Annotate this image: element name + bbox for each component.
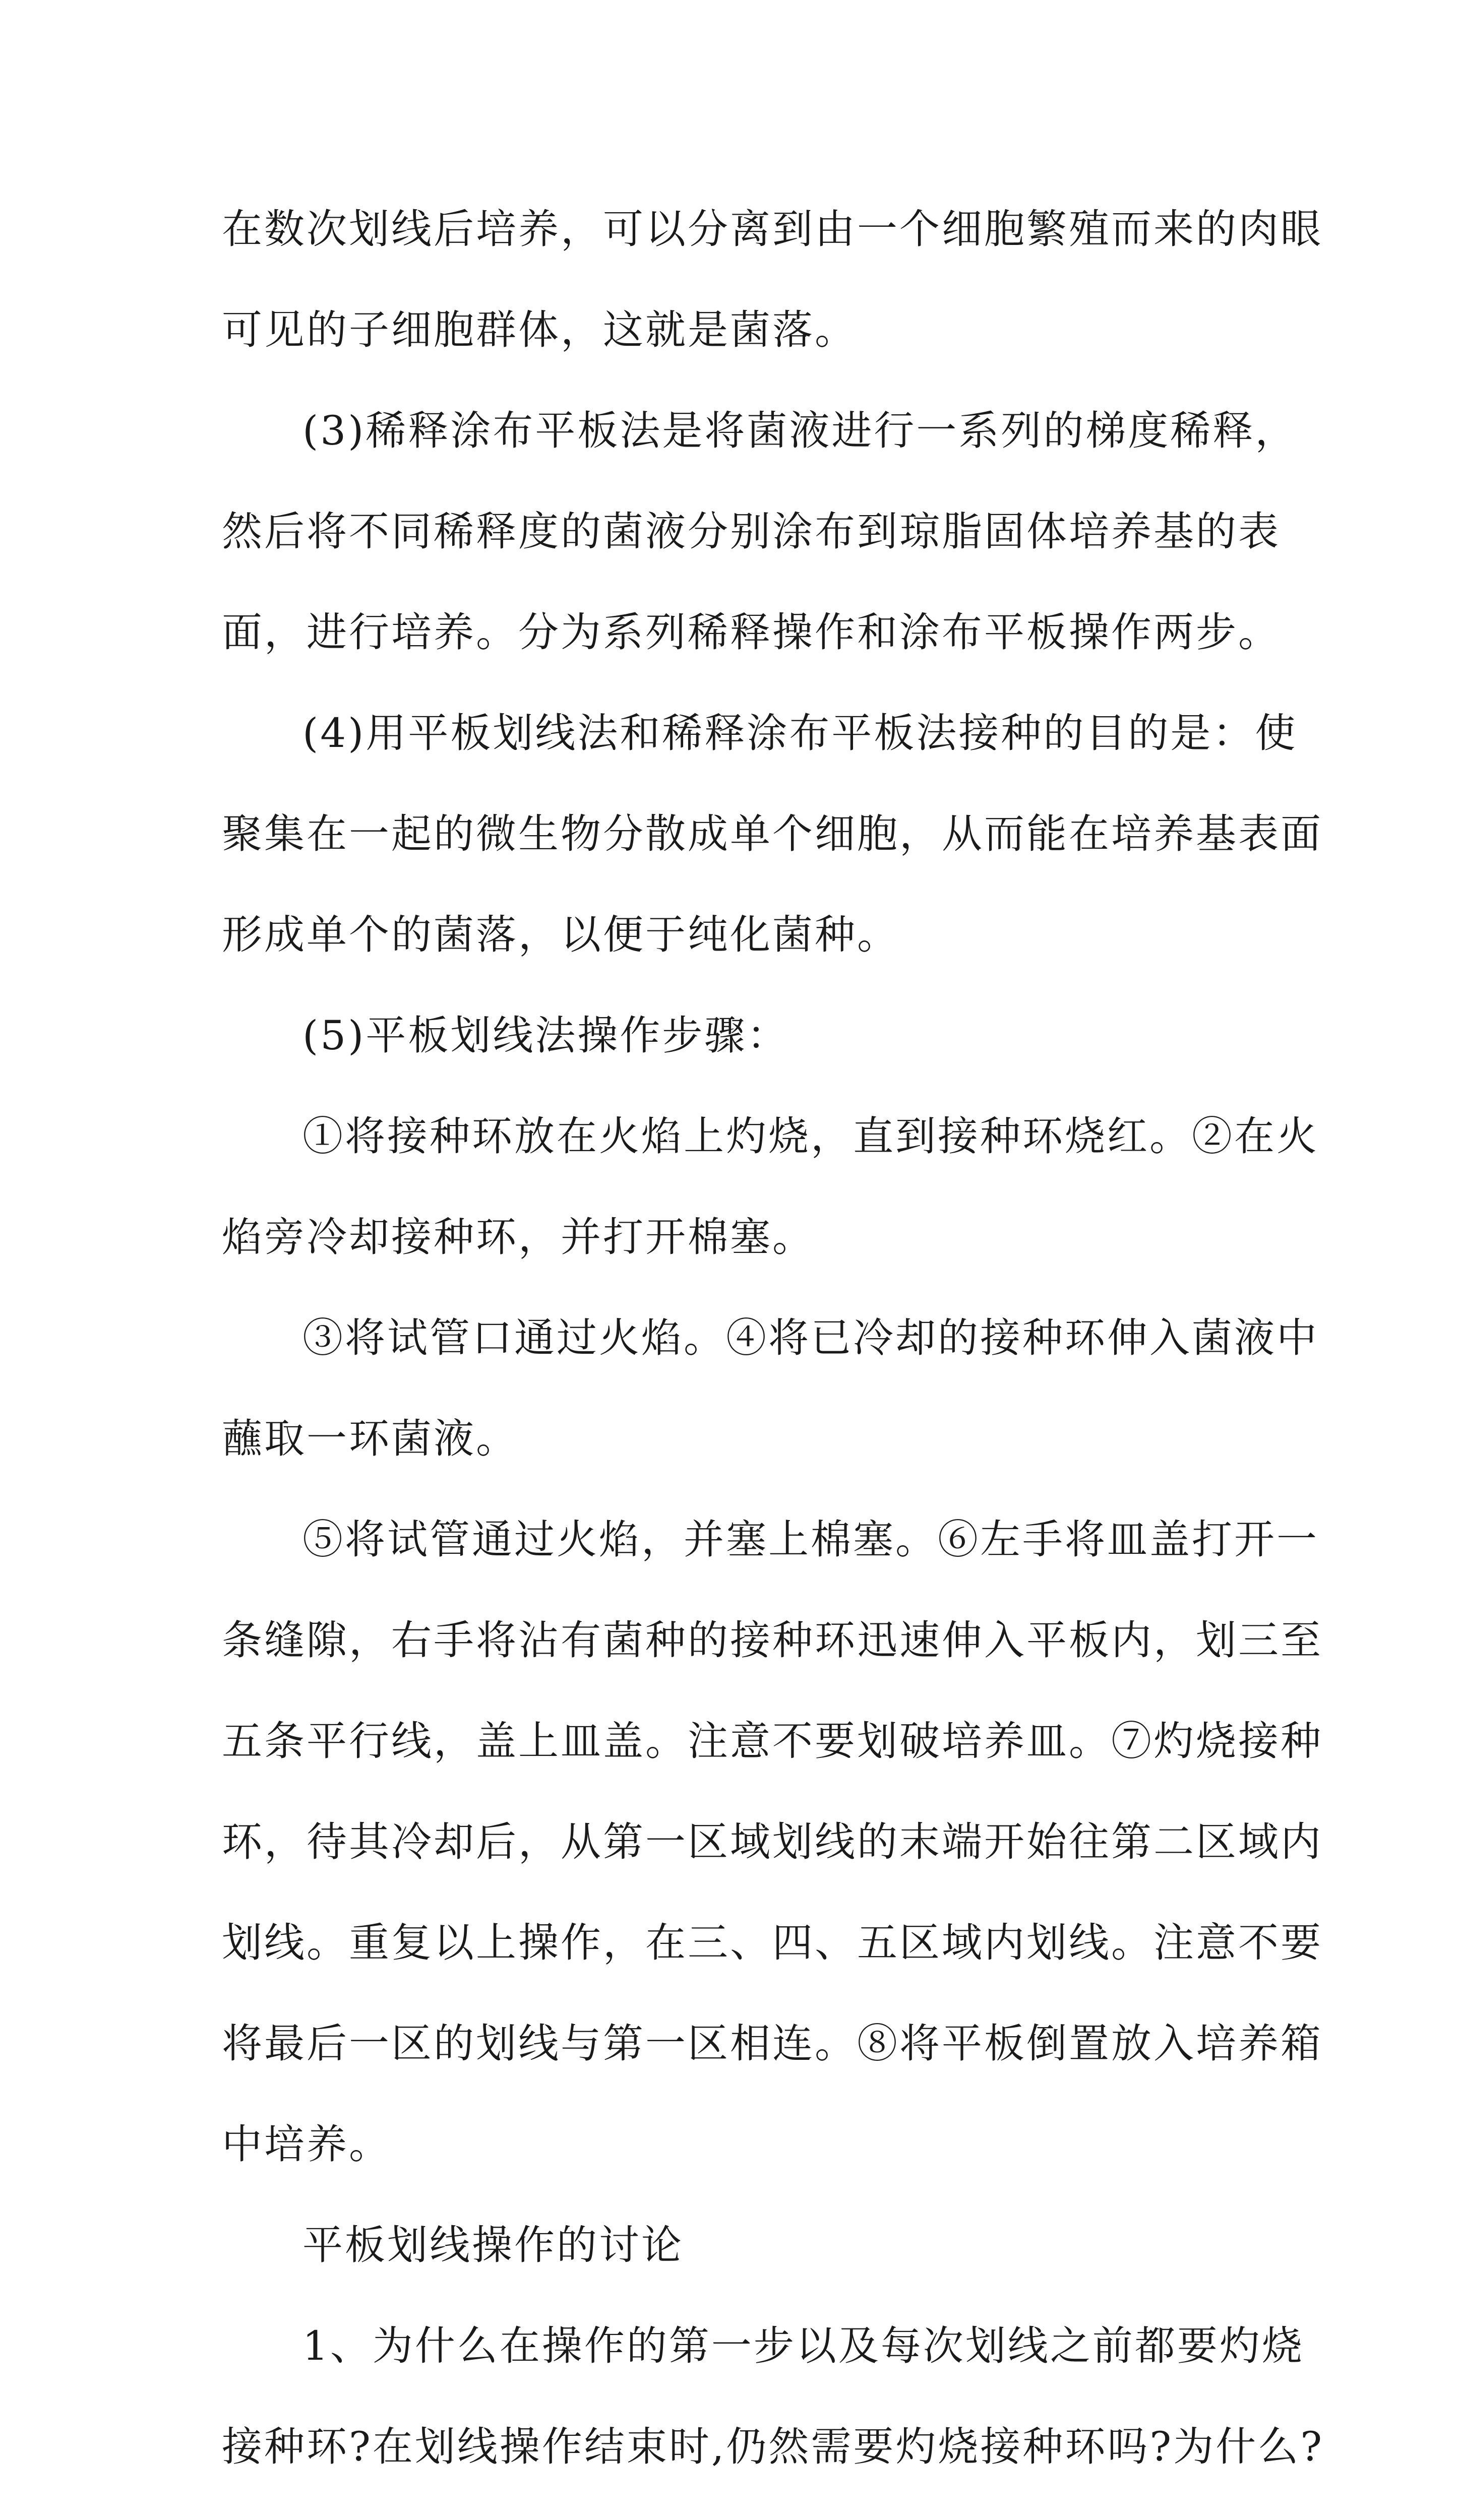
- text-line: 条缝隙，右手将沾有菌种的接种环迅速伸入平板内，划三至: [222, 1617, 1323, 1664]
- text-line: 五条平行线，盖上皿盖。注意不要划破培养皿。⑦灼烧接种: [222, 1718, 1323, 1765]
- text-line: (4)用平板划线法和稀释涂布平板法接种的目的是：使: [302, 710, 1298, 757]
- text-line: 面，进行培养。分为系列稀释操作和涂布平板操作两步。: [222, 609, 1281, 656]
- text-line: 划线。重复以上操作，在三、四、五区域内划线。注意不要: [222, 1919, 1323, 1966]
- text-line: 聚集在一起的微生物分散成单个细胞，从而能在培养基表面: [222, 810, 1323, 857]
- text-line: ①将接种环放在火焰上灼烧，直到接种环烧红。②在火: [302, 1113, 1319, 1160]
- text-line: 接种环?在划线操作结束时,仍然需要灼烧接种环吗?为什么?: [222, 2423, 1324, 2470]
- text-line: 环，待其冷却后，从第一区域划线的末端开始往第二区域内: [222, 1818, 1323, 1865]
- text-line: 焰旁冷却接种环，并打开棉塞。: [222, 1214, 815, 1261]
- text-line: 形成单个的菌落，以便于纯化菌种。: [222, 911, 899, 958]
- text-line: 然后将不同稀释度的菌液分别涂布到琼脂固体培养基的表: [222, 508, 1281, 555]
- text-line: 蘸取一环菌液。: [222, 1415, 518, 1462]
- text-line: 平板划线操作的讨论: [302, 2222, 684, 2269]
- text-line: 可见的子细胞群体，这就是菌落。: [222, 306, 857, 353]
- text-line: (5)平板划线法操作步骤：: [302, 1012, 789, 1059]
- text-line: [222, 2497, 1240, 2520]
- body-text: [222, 179, 1324, 2520]
- text-line: 在数次划线后培养，可以分离到由一个细胞繁殖而来的肉眼: [222, 206, 1323, 253]
- text-line: 将最后一区的划线与第一区相连。⑧将平板倒置放入培养箱: [222, 2020, 1323, 2067]
- text-line: (3)稀释涂布平板法是将菌液进行一系列的梯度稀释，: [302, 407, 1298, 454]
- text-line: 1、为什么在操作的第一步以及每次划线之前都要灼烧: [302, 2322, 1304, 2369]
- text-line: 中培养。: [222, 2121, 391, 2168]
- text-line: ③将试管口通过火焰。④将已冷却的接种环伸入菌液中: [302, 1314, 1319, 1361]
- text-line: ⑤将试管通过火焰，并塞上棉塞。⑥左手将皿盖打开一: [302, 1516, 1319, 1563]
